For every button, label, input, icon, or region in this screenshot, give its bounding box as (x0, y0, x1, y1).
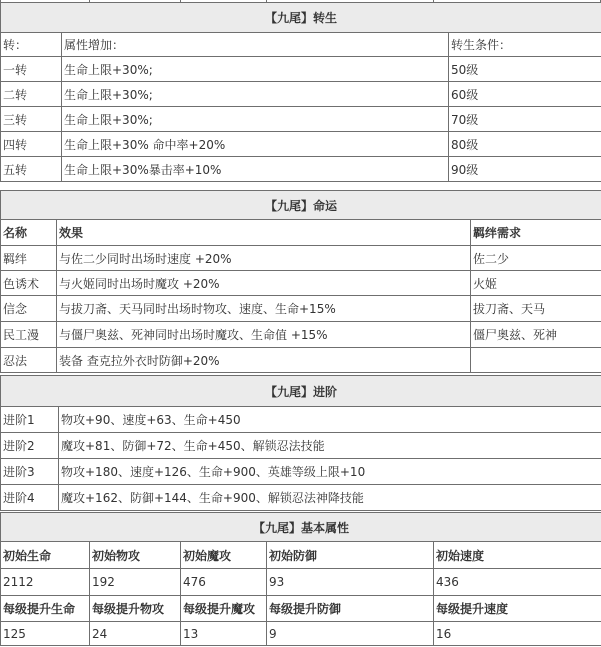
table-row (1, 57, 601, 82)
fate-name: 忍法 (1, 348, 57, 373)
fate-name: 羁绊 (1, 246, 57, 271)
base-value: 93 (267, 569, 434, 596)
rebirth-cond: 90级 (449, 157, 601, 182)
rebirth-tier: 一转 (1, 57, 62, 82)
fate-effect: 装备 查克拉外衣时防御+20% (57, 348, 471, 373)
rebirth-tier: 四转 (1, 132, 62, 157)
table-row (1, 157, 601, 182)
fate-table (0, 190, 601, 373)
fate-effect: 与佐二少同时出场时速度 +20% (57, 246, 471, 271)
growth-value: 13 (181, 622, 267, 646)
advance-stage: 进阶4 (1, 485, 59, 511)
table-row (1, 107, 601, 132)
fate-req: 拔刀斋、天马 (471, 296, 601, 322)
rebirth-cond: 80级 (449, 132, 601, 157)
rebirth-header-tier: 转： (1, 33, 62, 57)
rebirth-title: 【九尾】转生 (1, 3, 601, 33)
advance-effect: 魔攻+81、防御+72、生命+450、解锁忍法技能 (59, 433, 601, 459)
table-row (1, 271, 601, 296)
base-value: 192 (90, 569, 181, 596)
base-header: 初始生命 (1, 542, 90, 569)
advance-title: 【九尾】进阶 (1, 376, 601, 407)
rebirth-cond: 60级 (449, 82, 601, 107)
advance-effect: 物攻+180、速度+126、生命+900、英雄等级上限+10 (59, 459, 601, 485)
table-row (1, 485, 601, 511)
fate-name: 民工漫 (1, 322, 57, 348)
fate-req: 火姬 (471, 271, 601, 296)
rebirth-attr: 生命上限+30%; (62, 57, 449, 82)
table-row (1, 622, 601, 646)
fate-req: 佐二少 (471, 246, 601, 271)
rebirth-cond: 70级 (449, 107, 601, 132)
table-row (1, 459, 601, 485)
rebirth-attr: 生命上限+30% 命中率+20% (62, 132, 449, 157)
base-title: 【九尾】基本属性 (1, 513, 601, 542)
advance-effect: 物攻+90、速度+63、生命+450 (59, 407, 601, 433)
table-row (1, 132, 601, 157)
fate-name: 信念 (1, 296, 57, 322)
base-header: 初始物攻 (90, 542, 181, 569)
growth-header: 每级提升速度 (434, 596, 601, 622)
rebirth-attr: 生命上限+30%暴击率+10% (62, 157, 449, 182)
rebirth-tier: 二转 (1, 82, 62, 107)
growth-value: 125 (1, 622, 90, 646)
base-table (0, 512, 601, 646)
growth-value: 24 (90, 622, 181, 646)
fate-effect: 与僵尸奥兹、死神同时出场时魔攻、生命值 +15% (57, 322, 471, 348)
table-row (1, 82, 601, 107)
growth-header: 每级提升物攻 (90, 596, 181, 622)
fate-req (471, 348, 601, 373)
fate-header-effect: 效果 (57, 220, 471, 246)
base-header: 初始防御 (267, 542, 434, 569)
advance-stage: 进阶2 (1, 433, 59, 459)
advance-stage: 进阶3 (1, 459, 59, 485)
growth-header: 每级提升魔攻 (181, 596, 267, 622)
fate-header-req: 羁绊需求 (471, 220, 601, 246)
growth-value: 9 (267, 622, 434, 646)
fate-header-name: 名称 (1, 220, 57, 246)
table-row (1, 433, 601, 459)
base-value: 476 (181, 569, 267, 596)
rebirth-cond: 50级 (449, 57, 601, 82)
advance-stage: 进阶1 (1, 407, 59, 433)
table-row (1, 296, 601, 322)
table-row (1, 348, 601, 373)
rebirth-tier: 三转 (1, 107, 62, 132)
fate-title: 【九尾】命运 (1, 191, 601, 220)
fate-name: 色诱术 (1, 271, 57, 296)
table-row (1, 569, 601, 596)
base-value: 436 (434, 569, 601, 596)
rebirth-attr: 生命上限+30%; (62, 107, 449, 132)
rebirth-header-attr: 属性增加： (62, 33, 449, 57)
fate-effect: 与火姬同时出场时魔攻 +20% (57, 271, 471, 296)
growth-header: 每级提升生命 (1, 596, 90, 622)
base-header: 初始速度 (434, 542, 601, 569)
base-value: 2112 (1, 569, 90, 596)
advance-effect: 魔攻+162、防御+144、生命+900、解锁忍法神降技能 (59, 485, 601, 511)
rebirth-header-cond: 转生条件： (449, 33, 601, 57)
table-row (1, 246, 601, 271)
rebirth-table (0, 2, 601, 182)
base-header: 初始魔攻 (181, 542, 267, 569)
growth-value: 16 (434, 622, 601, 646)
table-row (1, 407, 601, 433)
table-row (1, 322, 601, 348)
growth-header: 每级提升防御 (267, 596, 434, 622)
rebirth-tier: 五转 (1, 157, 62, 182)
fate-effect: 与拔刀斋、天马同时出场时物攻、速度、生命+15% (57, 296, 471, 322)
advance-table (0, 375, 601, 511)
fate-req: 僵尸奥兹、死神 (471, 322, 601, 348)
rebirth-attr: 生命上限+30%; (62, 82, 449, 107)
